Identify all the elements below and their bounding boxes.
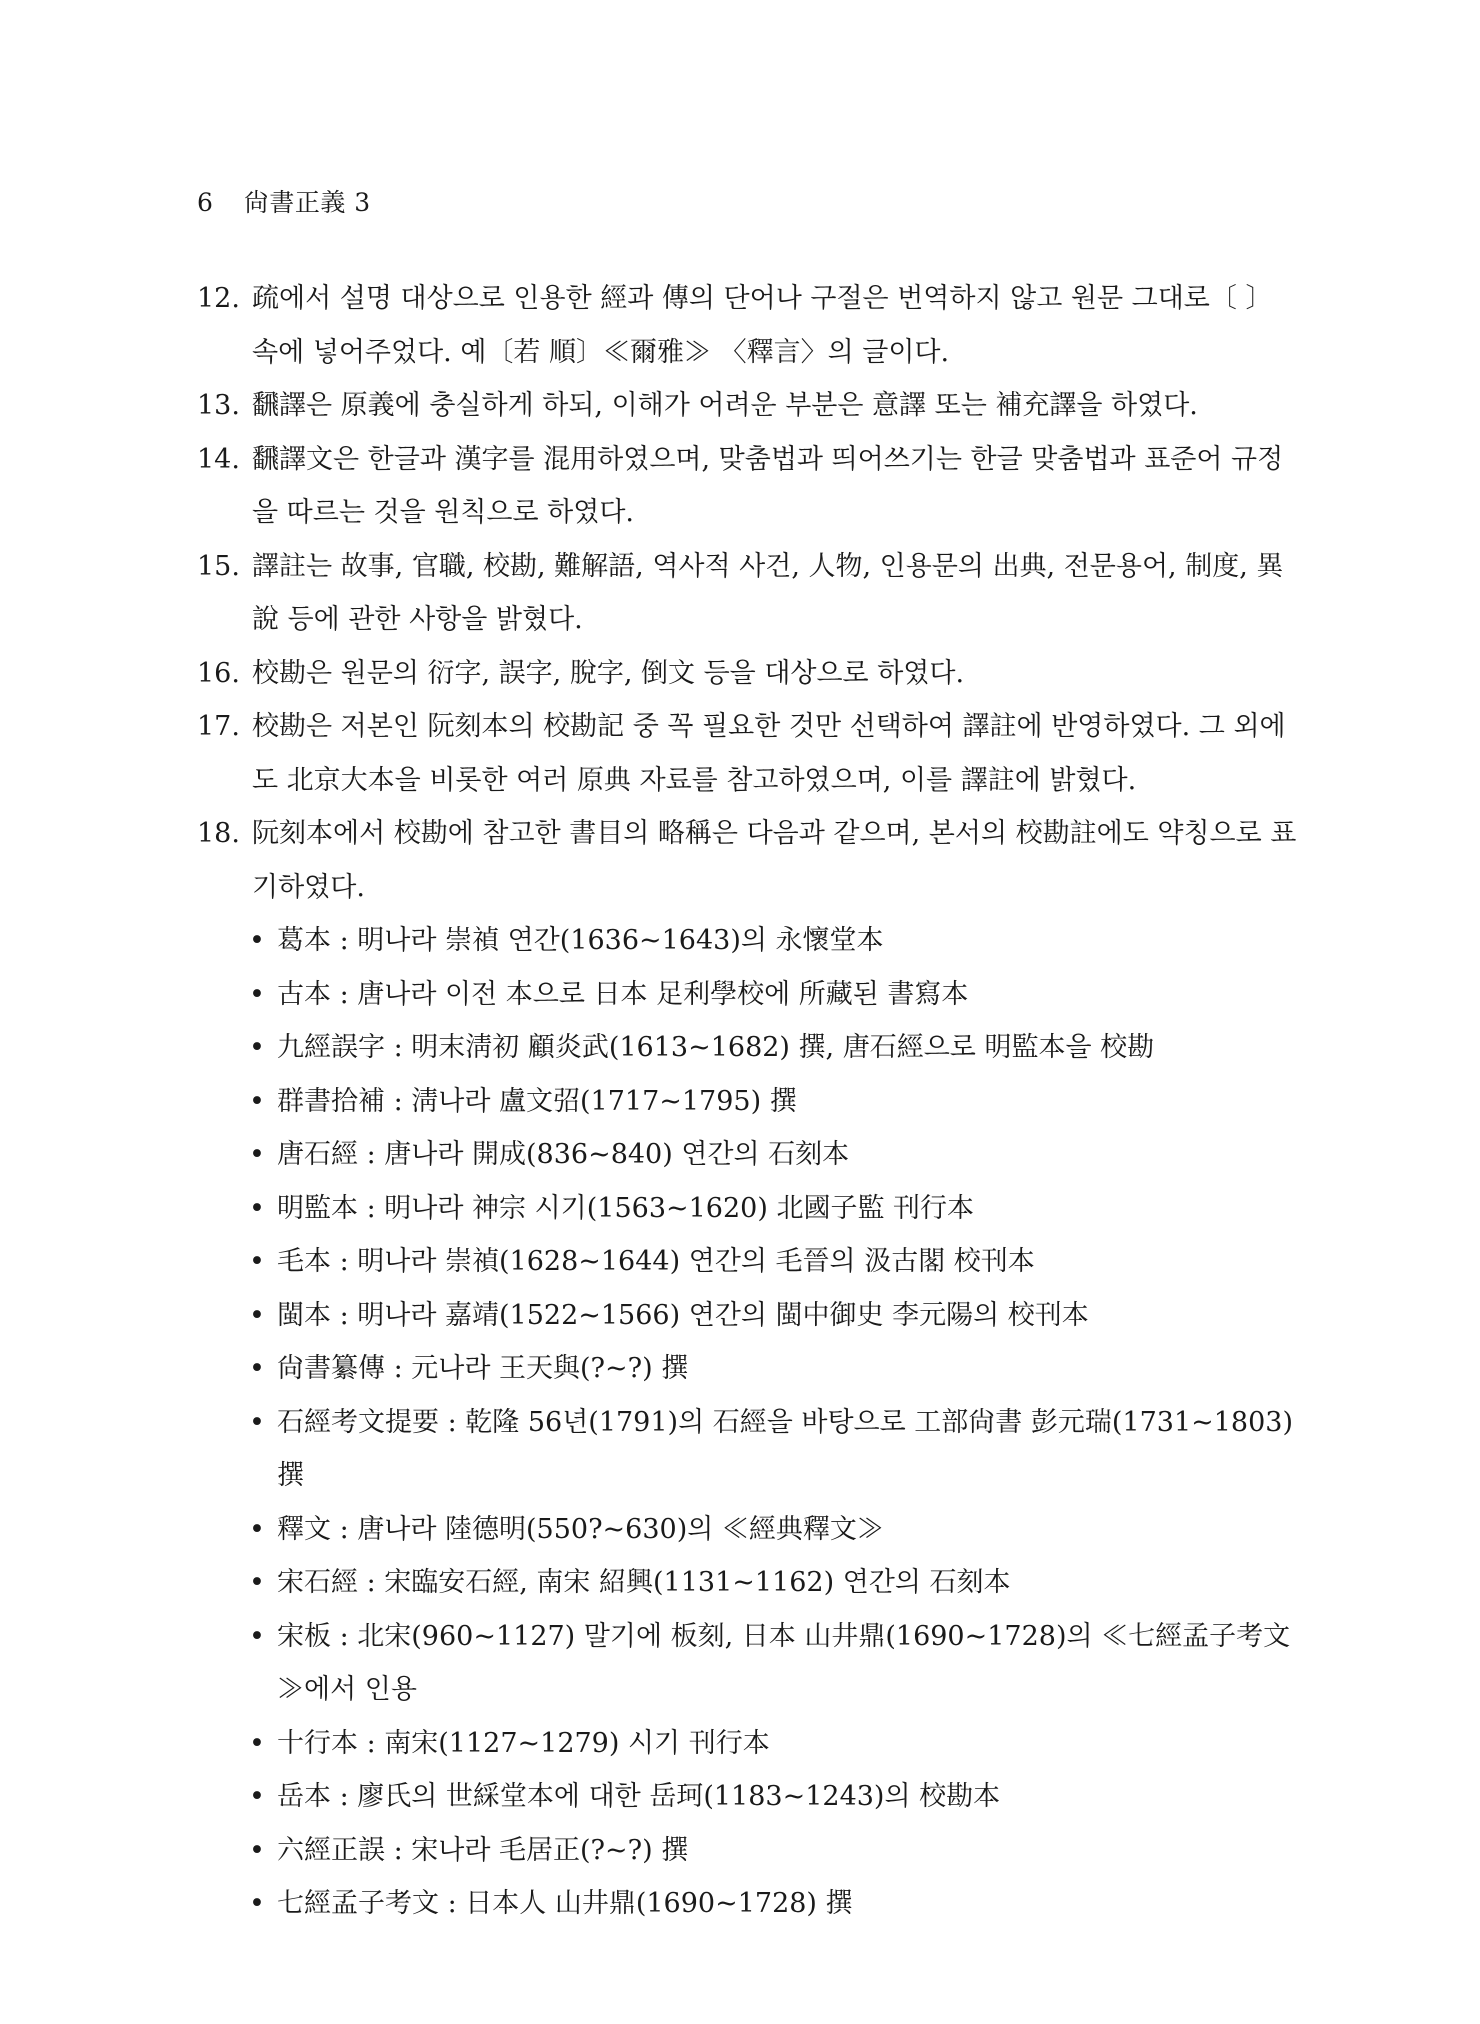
bullet-icon: • xyxy=(249,1353,265,1384)
separator: : xyxy=(331,1781,358,1812)
separator: : xyxy=(439,1406,466,1438)
note-item xyxy=(197,700,1297,807)
bullet-icon: • xyxy=(249,1139,265,1170)
note-item xyxy=(197,807,1297,914)
separator: : xyxy=(331,1620,358,1652)
list-item xyxy=(197,1235,1297,1289)
list-item xyxy=(197,1556,1297,1610)
bullet-icon: • xyxy=(249,1192,265,1224)
list-item xyxy=(197,1021,1297,1075)
list-item xyxy=(197,1075,1297,1129)
note-text: 飜譯은 原義에 충실하게 하되, 이해가 어려운 부분은 意譯 또는 補充譯을 하였다. xyxy=(252,390,1198,421)
note-item xyxy=(197,379,1297,433)
abbreviation-term: 明監本 xyxy=(277,1192,358,1224)
note-number: 14. xyxy=(197,443,240,475)
abbreviation-description: 唐나라 陸德明(550?~630)의 ≪經典釋文≫ xyxy=(357,1513,884,1545)
separator: : xyxy=(385,1834,412,1866)
abbreviation-term: 岳本 xyxy=(277,1781,331,1812)
abbreviation-description: 淸나라 盧文弨(1717~1795) 撰 xyxy=(411,1085,797,1117)
abbreviation-description: 唐나라 이전 本으로 日本 足利學校에 所藏된 書寫本 xyxy=(357,978,969,1010)
separator: : xyxy=(385,1353,412,1384)
bullet-icon: • xyxy=(249,1406,265,1438)
separator: : xyxy=(331,1246,358,1277)
book-title: 尙書正義 3 xyxy=(243,188,371,217)
abbreviation-term: 九經誤字 xyxy=(277,1032,385,1063)
bullet-icon: • xyxy=(249,1246,265,1277)
abbreviation-description: 唐나라 開成(836~840) 연간의 石刻本 xyxy=(384,1139,850,1170)
abbreviation-description: 元나라 王天與(?~?) 撰 xyxy=(411,1353,689,1384)
separator: : xyxy=(331,1299,358,1331)
bullet-icon: • xyxy=(249,978,265,1010)
separator: : xyxy=(331,925,358,956)
separator: : xyxy=(358,1139,385,1170)
abbreviation-term: 古本 xyxy=(277,978,331,1010)
separator: : xyxy=(385,1032,412,1063)
abbreviation-description: 南宋(1127~1279) 시기 刊行本 xyxy=(384,1727,770,1759)
note-item xyxy=(197,272,1297,379)
note-text: 疏에서 설명 대상으로 인용한 經과 傳의 단어나 구절은 번역하지 않고 원문 그대로〔 〕속에 넣어주었다. 예〔若 順〕≪爾雅≫ 〈釋言〉의 글이다. xyxy=(252,283,1273,368)
abbreviation-term: 六經正誤 xyxy=(277,1834,385,1866)
note-text: 阮刻本에서 校勘에 참고한 書目의 略稱은 다음과 같으며, 본서의 校勘註에도 약칭으로 표기하였다. xyxy=(252,818,1297,903)
page-number: 6 xyxy=(197,188,214,217)
bullet-icon: • xyxy=(249,1567,265,1598)
list-item xyxy=(197,1770,1297,1824)
abbreviation-description: 明나라 崇禎(1628~1644) 연간의 毛晉의 汲古閣 校刊本 xyxy=(357,1246,1035,1277)
note-number: 17. xyxy=(197,711,240,742)
bullet-icon: • xyxy=(249,1085,265,1117)
abbreviation-description: 北宋(960~1127) 말기에 板刻, 日本 山井鼎(1690~1728)의 ≪七經孟子考文≫에서 인용 xyxy=(277,1620,1291,1705)
list-item xyxy=(197,1396,1297,1503)
list-item xyxy=(197,1877,1297,1931)
note-text: 譯註는 故事, 官職, 校勘, 難解語, 역사적 사건, 人物, 인용문의 出典, 전문용어, 制度, 異說 등에 관한 사항을 밝혔다. xyxy=(252,550,1284,635)
separator: : xyxy=(358,1727,385,1759)
note-text: 校勘은 원문의 衍字, 誤字, 脫字, 倒文 등을 대상으로 하였다. xyxy=(252,657,965,689)
list-item xyxy=(197,1128,1297,1182)
abbreviation-term: 唐石經 xyxy=(277,1139,358,1170)
separator: : xyxy=(331,978,358,1010)
abbreviation-term: 葛本 xyxy=(277,925,331,956)
abbreviation-term: 群書拾補 xyxy=(277,1085,385,1117)
note-item xyxy=(197,433,1297,540)
list-item xyxy=(197,1342,1297,1396)
list-item xyxy=(197,1182,1297,1236)
abbreviation-term: 十行本 xyxy=(277,1727,358,1759)
abbreviation-description: 廖氏의 世綵堂本에 대한 岳珂(1183~1243)의 校勘本 xyxy=(357,1781,1001,1812)
bullet-icon: • xyxy=(249,1620,265,1652)
abbreviation-term: 尙書纂傳 xyxy=(277,1353,385,1384)
abbreviation-description: 明나라 嘉靖(1522~1566) 연간의 閩中御史 李元陽의 校刊本 xyxy=(357,1299,1089,1331)
note-number: 16. xyxy=(197,657,240,689)
note-item xyxy=(197,647,1297,701)
separator: : xyxy=(439,1888,466,1919)
separator: : xyxy=(331,1513,358,1545)
bullet-icon: • xyxy=(249,1781,265,1812)
abbreviation-description: 宋臨安石經, 南宋 紹興(1131~1162) 연간의 石刻本 xyxy=(384,1567,1011,1598)
list-item xyxy=(197,914,1297,968)
note-item xyxy=(197,540,1297,647)
abbreviation-term: 閩本 xyxy=(277,1299,331,1331)
abbreviation-term: 宋板 xyxy=(277,1620,331,1652)
bullet-icon: • xyxy=(249,925,265,956)
note-text: 校勘은 저본인 阮刻本의 校勘記 중 꼭 필요한 것만 선택하여 譯註에 반영하였다. 그 외에도 北京大本을 비롯한 여러 原典 자료를 참고하였으며, 이를 譯註에 밝혔다. xyxy=(252,711,1286,796)
bullet-icon: • xyxy=(249,1834,265,1866)
numbered-notes xyxy=(197,272,1297,914)
abbreviation-term: 七經孟子考文 xyxy=(277,1888,439,1919)
abbreviation-description: 明나라 神宗 시기(1563~1620) 北國子監 刊行本 xyxy=(384,1192,975,1224)
abbreviation-term: 石經考文提要 xyxy=(277,1406,439,1438)
abbreviation-description: 日本人 山井鼎(1690~1728) 撰 xyxy=(465,1888,853,1919)
abbreviation-description: 乾隆 56년(1791)의 石經을 바탕으로 工部尙書 彭元瑞(1731~1803) 撰 xyxy=(277,1406,1294,1491)
list-item xyxy=(197,1717,1297,1771)
abbreviation-description: 明末淸初 顧炎武(1613~1682) 撰, 唐石經으로 明監本을 校勘 xyxy=(411,1032,1155,1063)
bullet-icon: • xyxy=(249,1727,265,1759)
separator: : xyxy=(385,1085,412,1117)
note-number: 15. xyxy=(197,550,240,582)
separator: : xyxy=(358,1192,385,1224)
abbreviation-term: 釋文 xyxy=(277,1513,331,1545)
bullet-icon: • xyxy=(249,1032,265,1063)
note-number: 18. xyxy=(197,818,240,849)
running-header xyxy=(197,183,371,219)
bullet-icon: • xyxy=(249,1888,265,1919)
list-item xyxy=(197,1289,1297,1343)
list-item xyxy=(197,1824,1297,1878)
list-item xyxy=(197,968,1297,1022)
bullet-icon: • xyxy=(249,1513,265,1545)
list-item xyxy=(197,1610,1297,1717)
abbreviation-term: 毛本 xyxy=(277,1246,331,1277)
note-text: 飜譯文은 한글과 漢字를 混用하였으며, 맞춤법과 띄어쓰기는 한글 맞춤법과 표준어 규정을 따르는 것을 원칙으로 하였다. xyxy=(252,443,1284,528)
abbreviation-term: 宋石經 xyxy=(277,1567,358,1598)
abbreviation-description: 明나라 崇禎 연간(1636~1643)의 永懷堂本 xyxy=(357,925,884,956)
abbreviation-list xyxy=(197,914,1297,1931)
note-number: 13. xyxy=(197,390,240,421)
separator: : xyxy=(358,1567,385,1598)
list-item xyxy=(197,1503,1297,1557)
notes-body xyxy=(197,272,1297,1931)
abbreviation-description: 宋나라 毛居正(?~?) 撰 xyxy=(411,1834,689,1866)
note-number: 12. xyxy=(197,283,240,314)
bullet-icon: • xyxy=(249,1299,265,1331)
